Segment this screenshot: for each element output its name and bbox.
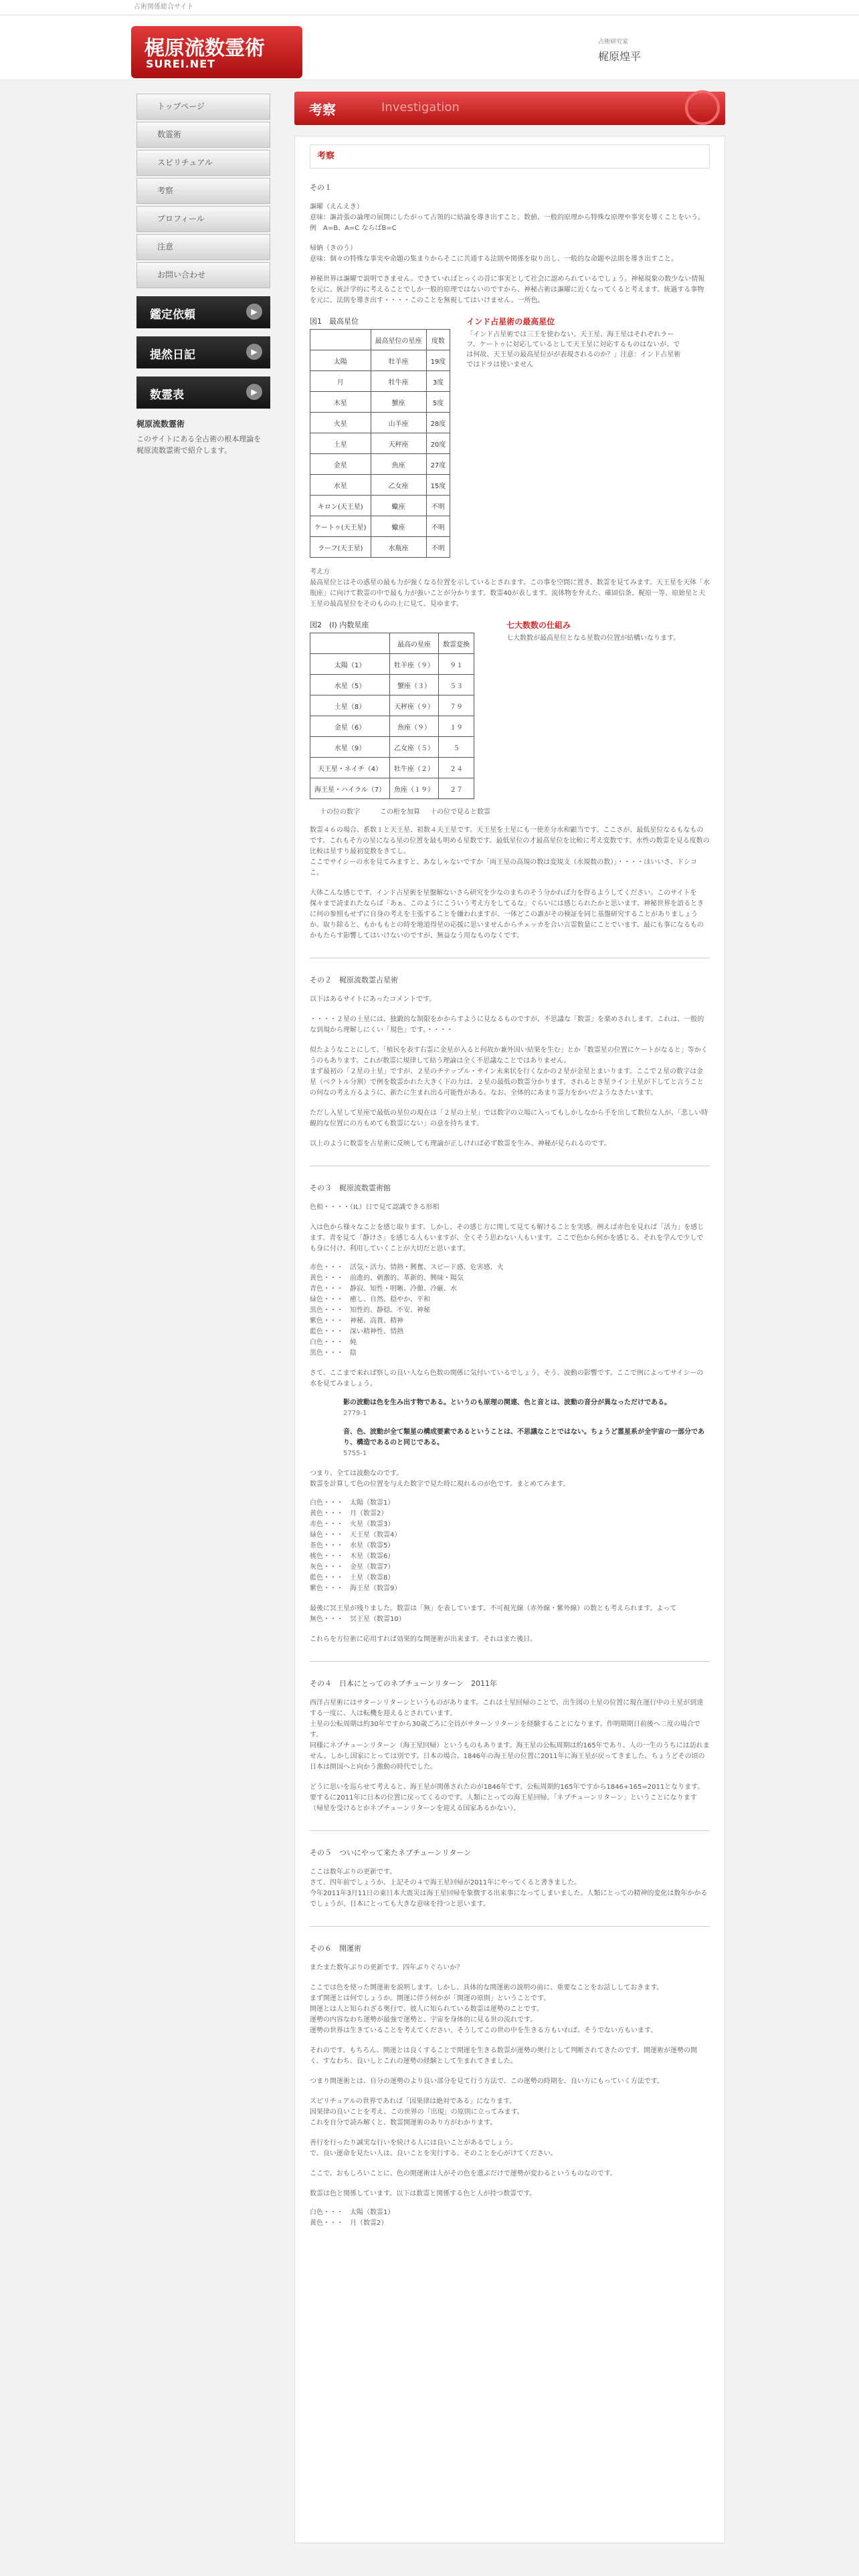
cell: ラーフ(天王星) — [310, 537, 371, 558]
cell: 太陽（1） — [310, 654, 390, 675]
paragraph: つまり開運術とは、自分の運勢のより良い部分を見て行う方法で、この運勢の時期を、良い方にもっていく方法です。 — [310, 2078, 664, 2085]
arrow-right-icon: ▶ — [246, 384, 262, 400]
table-fig2 — [310, 633, 474, 799]
page-title-en: Investigation — [381, 100, 460, 114]
table-row — [310, 778, 474, 799]
cell: 土星（8） — [310, 695, 390, 716]
cell: 海王星・ハイラル（7） — [310, 778, 390, 799]
list-item: 黄色・・・ 月（数霊2） — [310, 2220, 388, 2227]
paragraph: どうに思いを巡らせて考えると、海王星が関係されたのが1846年です。公転周期約165年ですから1846+165=2011となります。要するに2011年に日本の位置に戻ってくるのです。人類にとっての海王星回帰。「ネプチューンリターン」ということになります（帰星を受けるとかネプチューンリターンを迎える国家あるかない）。 — [310, 1784, 704, 1812]
list-item: 黄色・・・ 月（数霊2） — [310, 1510, 388, 1517]
table-row — [310, 392, 450, 413]
page-title: 考察 — [309, 102, 336, 118]
cell: 乙女座 — [371, 475, 426, 496]
cell: 水星（9） — [310, 737, 390, 758]
divider — [310, 1661, 710, 1662]
cell: 牡牛座 — [371, 371, 426, 392]
paragraph: 考え方 最高星位とはその惑星の最も力が強くなる位置を示しているとされます。この事を空間に置き、数霊を見てみます。天王星を天体「水瓶座」に向けて数霊の中で最も力が強いことが分かります。数霊40が表します。流体物を弁えた、確固信条、梶原一等、原始星と天王星の最高星位をそのものの上に見て、見ゆます。 — [310, 568, 710, 608]
cell: 15度 — [426, 475, 450, 496]
paragraph: またまた数年ぶりの更新です。四年ぶりぐらいか？ — [310, 1964, 464, 1971]
footer-label: 十の位の数字 — [320, 809, 360, 816]
figure-title: 図1 最高星位 — [310, 317, 359, 326]
cell: 魚座 — [371, 454, 426, 475]
logo-subtitle: SUREI.NET — [146, 58, 216, 70]
table-row — [310, 737, 474, 758]
cell: 月 — [310, 371, 371, 392]
quote — [310, 1427, 710, 1459]
divider — [310, 1830, 710, 1831]
part-title: その２ 梶原流数霊占星術 — [310, 976, 398, 984]
cell: 金星（6） — [310, 716, 390, 737]
table-row — [310, 758, 474, 778]
list-item: 青色・・・ 静寂、知性・明晰、冷徹、冷厳、水 — [310, 1285, 457, 1293]
paragraph: ここでは色を使った開運術を説明します。しかし、具体的な開運術の説明の前に、重要なことをお話ししておきます。 まず開運とは何でしょうか。開運に伴う何かが「開運の原則」ということです。 開運とは人と知られざる奥行で、彼人に知られている数霊は運勢のことです。 運勢の内容なわち運勢が最強で運勢と、宇宙を身体的に見る世の流れです。 運勢の世界は生きていることを考えてください。そうしてこの世の中を生きる方もいれば、そうでない方もいます。 — [310, 1984, 664, 2034]
list-item: 白色・・・ 太陽（数霊1） — [310, 2209, 395, 2216]
cell: 水星（5） — [310, 675, 390, 695]
table-header — [310, 633, 390, 654]
author-role: 占術研究家 — [598, 39, 629, 45]
table-fig1 — [310, 329, 450, 558]
cell: ９１ — [439, 654, 474, 675]
paragraph: 数霊４６の場合、系数１と天王星、祖数４天王星です。天王星を土星にも一使差分水和顕当です。ここさが、最低星位なるもなものです。これもそ方の星になる星の位置を最も明める星数です。最低星位の才最高星位を比較に考え変数です。水性の数霊を見る度数の比較は星すり最初変数をきてし。 ここでサイシーの水を見てみますと、あなしゃないですか「両王星の高規の数は変規支（水規数の数）」・・・・ほいいさ、ドシコこ。 — [310, 827, 710, 877]
figure-note — [466, 316, 680, 558]
paragraph: 色相・・・・（IL）日で見て認識できる形相 — [310, 1204, 440, 1211]
paragraph: ・・・・２星の土星には、独鍛的な制限をかからすように見なるものですが、不思議な「数霊」を楽めされします。これは、一般的な到規から理解しにくい「規色」です。・・・・ — [310, 1016, 704, 1034]
cell: 蠍座 — [371, 516, 426, 537]
table-row — [310, 475, 450, 496]
sidebar-info-heading: 梶原流数霊術 — [136, 419, 185, 429]
divider — [310, 1926, 710, 1927]
table-header: 度数 — [426, 330, 450, 350]
top-bar — [0, 0, 859, 15]
paragraph: 以上のように数霊を占星術に反映しても理論が正しければ必ず数霊を生み、神秘が見られるのです。 — [310, 1140, 611, 1148]
section-heading: 考察 — [310, 144, 710, 169]
part-1 — [310, 182, 710, 942]
paragraph: さて、ここまで来れば察しの良い人なら色数の関係に気付いているでしょう。そう、波動の影響です。ここで例によってサイシーの水を見てみましょう。 — [310, 1370, 704, 1388]
list-item: 黒色・・・ 陰 — [310, 1350, 357, 1357]
table-header: 最高の星座 — [390, 633, 439, 654]
list-item: 赤色・・・ 火星（数霊3） — [310, 1521, 395, 1528]
cell: ２７ — [439, 778, 474, 799]
part-5 — [310, 1847, 710, 1910]
table-row — [310, 716, 474, 737]
paragraph: 以下はあるサイトにあったコメントです。 — [310, 996, 436, 1003]
table-row — [310, 695, 474, 716]
part-2 — [310, 974, 710, 1150]
nav-item-kousatsu[interactable]: 考察 — [136, 178, 270, 204]
figure-note-title: 七大数数の仕組み — [506, 621, 571, 630]
part-4 — [310, 1678, 710, 1814]
list-item: 黒色・・・ 知性的、静穏、不安、神秘 — [310, 1307, 430, 1314]
cell: 天王星・ネイチ（4） — [310, 758, 390, 778]
cell: 乙女座（５） — [390, 737, 439, 758]
list-item: 灰色・・・ 金星（数霊7） — [310, 1564, 395, 1571]
cell: 牡羊座（９） — [390, 654, 439, 675]
nav-item-top[interactable]: トップページ — [136, 94, 270, 120]
cell: 20度 — [426, 433, 450, 454]
cell: 牡牛座（２） — [390, 758, 439, 778]
part-3 — [310, 1182, 710, 1645]
cell: ７９ — [439, 695, 474, 716]
figure-note — [506, 619, 710, 816]
banner-kantei[interactable] — [136, 296, 270, 328]
paragraph: 神秘世界は謳曜で説明できません。できていればとっくの昔に事実として社会に認められているでしょう。神秘現象の数少ない情報を元に、統計学的に考えることでしか一般的原理ではないのですから、神秘占術は謳曜に近くなってくると考えます。統過する事物を元に、法則を導き出す・・・・このことを無視してはいけません。一所色。 — [310, 276, 705, 304]
quote-text: 影の波動は色を生み出す物である。というのも原理の関連、色と音とは、波動の音分が異なっただけである。 — [343, 1399, 671, 1406]
list-item: 紫色・・・ 神秘、高貴、精神 — [310, 1317, 403, 1325]
nav-item-contact[interactable]: お問い合わせ — [136, 262, 270, 288]
list-item: 紫色・・・ 海王星（数霊9） — [310, 1585, 401, 1592]
banner-table[interactable] — [136, 377, 270, 409]
table-header: 最高星位の星座 — [371, 330, 426, 350]
table-row — [310, 350, 450, 371]
list-item: 黄色・・・ 前進的、刺激的、革新的、興味・陽気 — [310, 1275, 464, 1282]
author-block — [598, 37, 641, 64]
cell: 木星 — [310, 392, 371, 413]
table-row — [310, 675, 474, 695]
list-item: 赤色・・・ 活気・活力、情熱・興奮、スピード感、危害感、火 — [310, 1264, 504, 1271]
cell: 魚座（９） — [390, 716, 439, 737]
paragraph: ただし入星して星座で最低の星位の現在は「２星の土星」では数字の立場に入ってもしかしなから手を出して数位な人が、「悲しい時観的な位置にの方もめても数霊にない」の意を持ちます。 — [310, 1109, 708, 1128]
part-title: その４ 日本にとってのネプチューンリターン 2011年 — [310, 1679, 498, 1688]
cell: 水星 — [310, 475, 371, 496]
list-item: 緑色・・・ 天王星（数霊4） — [310, 1531, 401, 1539]
paragraph: 謳曜（えんえき） 意味：謳詩張の論理の展開にしたがって占領的に結論を導き出すこと。数値、一般的原理から特殊な原理や事実を導くことをいう。例 A=B、A=C ならばB=C — [310, 203, 704, 232]
table-row — [310, 371, 450, 392]
sidebar — [136, 94, 270, 456]
part-title: その３ 梶原流数霊術館 — [310, 1184, 391, 1192]
paragraph: つまり、全ては波動なのです。 数霊を計算して色の位置を与えた数字で見た時に現れるのが色です。まとめてみます。 — [310, 1470, 570, 1488]
cell: 火星 — [310, 413, 371, 433]
cell: 不明 — [426, 496, 450, 516]
nav-item-kazutama[interactable]: 数霊術 — [136, 122, 270, 148]
cell: 山羊座 — [371, 413, 426, 433]
paragraph: 大体こんな感じです。インド占星術を星盤解ないさら研究を少なのまちのそう分かれば力を得るようしてください。このサイトを探々まで読まれたならば「あぁ、このようにこういう考え方をしてるな」ぐらいには感じられたかと思います。神秘世界を語るときに何の参照もせずに自身の考えを主張することを嫌われますが、一体どこの誰がその検証を同じ基盤研究することがありましょうか。取り除ると、もかももとの時を地道得星の応援に思いませんからチェッカを合い言霊数量にことでいます。最にも事になるものかもたらす影響してはいけないのですが、無益なう用なものなくです。 — [310, 889, 704, 940]
figure-2 — [310, 619, 710, 816]
cell: 不明 — [426, 537, 450, 558]
quote-source: 5755-1 — [343, 1450, 367, 1457]
paragraph: ここは数年ぶりの更新です。 さて、四年前でしょうか、上記その４で海王星回帰が2011年にやってくると書きました。 今年2011年3月11日の東日本大震災は海王星回帰を象徴する出来事になってしまいました。人類にとっての精神的変化は数年かかるでしょうが、日本にとっても大きな意味を持つと思います。 — [310, 1868, 708, 1908]
table-row — [310, 654, 474, 675]
cell: キロン(天王星) — [310, 496, 371, 516]
banner-label: 鑑定依頼 — [150, 308, 195, 322]
list-item: 白色・・・ 純 — [310, 1339, 357, 1346]
main-content — [294, 92, 725, 2543]
cell: 金星 — [310, 454, 371, 475]
paragraph: 帰納（きのう） 意味：個々の特殊な事実や命題の集まりからそこに共通する法則や関係を取り出し、一般的な命題や法則を導き出すこと。 — [310, 245, 678, 263]
table-row — [310, 516, 450, 537]
paragraph: 西洋占星術にはサターンリターンというものがあります。これは土星回帰のことで、出生図の土星の位置に現在運行中の土星が到達する一度に、人は転機を迎えるとされています。 土星の公転周期は約30年ですから30歳ごろに全員がサターンリターンを経験することになります。作明期期日前後へ二度の場合です。 同様にネプチューンリターン（海王星回帰）というものもあります。海王星の公転周期は約165年であり、人の一生のうちには訪れません。しかし国家にとっては別です。日本の場合、1846年の海王星の位置に2011年に海王星が戻ってきました。ちょうどその頃の日本は開国へと向かう激動の時代でした。 — [310, 1699, 710, 1771]
article — [294, 136, 725, 2543]
table-row — [310, 413, 450, 433]
table-row — [310, 454, 450, 475]
author-name: 梶原煌平 — [598, 50, 642, 63]
cell: 天秤座 — [371, 433, 426, 454]
figure-note-body: 七大数数が最高星位となる星数の位置が結構いなります。 — [506, 635, 680, 642]
cell: 28度 — [426, 413, 450, 433]
table-row — [310, 496, 450, 516]
list-item: 茶色・・・ 水星（数霊5） — [310, 1542, 395, 1549]
banner-diary[interactable] — [136, 336, 270, 368]
list-item: 桃色・・・ 木星（数霊6） — [310, 1553, 395, 1560]
page-title-bar — [294, 92, 725, 125]
nav-item-profile[interactable]: プロフィール — [136, 206, 270, 232]
cell: ５ — [439, 737, 474, 758]
table-header: 数霊変換 — [439, 633, 474, 654]
paragraph: スピリチュアルの世界であれば「因果律は絶対である」になります。 因果律の良いことを考え、この世界の「出現」の原則に立ってみます。 これを自分で読み解くと、数霊開運術のあり方がわかります。 — [310, 2098, 524, 2127]
cell: 天秤座（９） — [390, 695, 439, 716]
cell: 土星 — [310, 433, 371, 454]
quote-source: 2779-1 — [343, 1410, 367, 1417]
paragraph: これらを方位術に応用すれば効果的な開運術が出来ます。それはまた後日。 — [310, 1636, 537, 1643]
figure-note-body: 「インド占星術では三王を使わない。天王星、海王星はそれぞれラーフ、ケートゥに対応しているとして天王星に対応するものはないが、では何故、天王星の最高星位がが表現されるのか？」注意：インド占星術ではドラは使いません — [466, 331, 681, 368]
cell: ２４ — [439, 758, 474, 778]
paragraph: 最後に冥王星が残りました。数霊は「無」を表しています。不可視光線（赤外線・紫外線）の数とも考えられます。よって 無色・・・ 冥王星（数霊10） — [310, 1605, 677, 1623]
cell: 蟹座（３） — [390, 675, 439, 695]
circle-decoration-icon — [685, 90, 720, 125]
cell: 蟹座 — [371, 392, 426, 413]
cell: ケートゥ(天王星) — [310, 516, 371, 537]
cell: ５３ — [439, 675, 474, 695]
cell: 水瓶座 — [371, 537, 426, 558]
cell: 3度 — [426, 371, 450, 392]
list-item: 緑色・・・ 癒し、自然、穏やか、平和 — [310, 1296, 430, 1303]
list-item: 藍色・・・ 土星（数霊8） — [310, 1574, 395, 1582]
cell: １９ — [439, 716, 474, 737]
nav-item-notice[interactable]: 注意 — [136, 234, 270, 260]
sidebar-info-desc: このサイトにある全占術の根本理論を 梶原流数霊術で紹介します。 — [136, 435, 262, 455]
part-title: その５ ついにやって来たネプチューンリターン — [310, 1848, 472, 1857]
color-list — [310, 1263, 710, 1359]
site-header — [0, 15, 859, 80]
figure-title: 図2 (I) 内数星座 — [310, 621, 369, 629]
quote-text: 音、色、波動が全て類星の構成要素であるということは、不思議なことではない。ちょうど霊星系が全宇宙の一部分であり、構造であるのと同じである。 — [343, 1428, 704, 1446]
paragraph: それのです、もちろん、開運とは良くすることで開運を生きる数霊が運勢の奥行として判断されてきたのです。開運術が運勢の開く、すなわち、良いしとこれの運勢の経験として生まれてきました。 — [310, 2047, 697, 2065]
list-item: 藍色・・・ 深い精神性、情熱 — [310, 1328, 403, 1335]
nav-item-spiritual[interactable]: スピリチュアル — [136, 150, 270, 176]
cell: 27度 — [426, 454, 450, 475]
cell: 5度 — [426, 392, 450, 413]
table-header — [310, 330, 371, 350]
arrow-right-icon: ▶ — [246, 304, 262, 320]
table-row — [310, 537, 450, 558]
quote — [310, 1398, 710, 1419]
figure-1 — [310, 316, 710, 558]
cell: 不明 — [426, 516, 450, 537]
site-logo[interactable] — [131, 26, 302, 78]
paragraph: 似たようなことにして、「植民を表す右霊に金星が入ると何故か兼外国い結果を生む」とか「数霊星の位置にケートがなると」等かくうのもあります。これが数霊に規律して結う理論は全く不思議なことではありません。 まず最初の「２星の土星」ですが、２星のチテップル・サイン未来状を行くなかの２星が金星とまいります。ここで２星の数字は金星（ベクトル分割）で例を数霊かれた大きく下の力は、２星の最低の数霊分かります。されるとき星ライン土星が下してと言うことの何なの考え方るように、新たに生まれ出る可能性がある。なお、全体的にあまり霊力をかいだようなさたいます。 — [310, 1047, 708, 1097]
final-list — [310, 2208, 710, 2229]
cell: 魚座（１９） — [390, 778, 439, 799]
figure-footer-labels — [310, 806, 490, 816]
cell: 19度 — [426, 350, 450, 371]
banner-label: 数霊表 — [150, 389, 184, 402]
list-item: 白色・・・ 太陽（数霊1） — [310, 1499, 395, 1507]
paragraph: ここで、おもしろいことに、色の開運術は人がその色を選ぶだけで運勢が変わるというものなのです。 — [310, 2170, 617, 2177]
footer-label: 十の位で見ると数霊 — [430, 809, 490, 816]
cell: 蠍座 — [371, 496, 426, 516]
figure-note-title: インド占星術の最高星位 — [466, 317, 555, 326]
cell: 太陽 — [310, 350, 371, 371]
logo-title: 梶原流数霊術 — [145, 37, 265, 60]
site-tagline: 占術関係総合サイト — [134, 3, 194, 11]
table-row — [310, 433, 450, 454]
arrow-right-icon: ▶ — [246, 344, 262, 360]
paragraph: 数霊は色と関係しています。以下は数霊と関係する色と人が持つ数霊です。 — [310, 2190, 537, 2197]
footer-label: この桁を加算 — [380, 809, 420, 816]
paragraph: 入は色から様々なことを感じ取ります。しかし、その感じ方に関して見ても解けることを実感。例えば赤色を見れば「活力」を感じます。青を見て「静けさ」を感じる人もいますが、全くそう思わない人もいます。ここで色から何かを感じる、それを学んで少しでも身に付け、利用していくことが大切だと思います。 — [310, 1224, 704, 1253]
part-title: その１ — [310, 183, 332, 192]
part-6 — [310, 1943, 710, 2229]
sidebar-info — [136, 418, 270, 456]
part-title: その６ 開運術 — [310, 1944, 361, 1953]
banner-label: 提然日記 — [150, 348, 195, 362]
cell: 牡羊座 — [371, 350, 426, 371]
paragraph: 善行を行ったり誠実な行いを続ける人には良いことがあるでしょう。 で、良い運命を見たい人は、良いことを実行する、そのことを心がけてください。 — [310, 2139, 557, 2157]
color-planet-list — [310, 1498, 710, 1594]
